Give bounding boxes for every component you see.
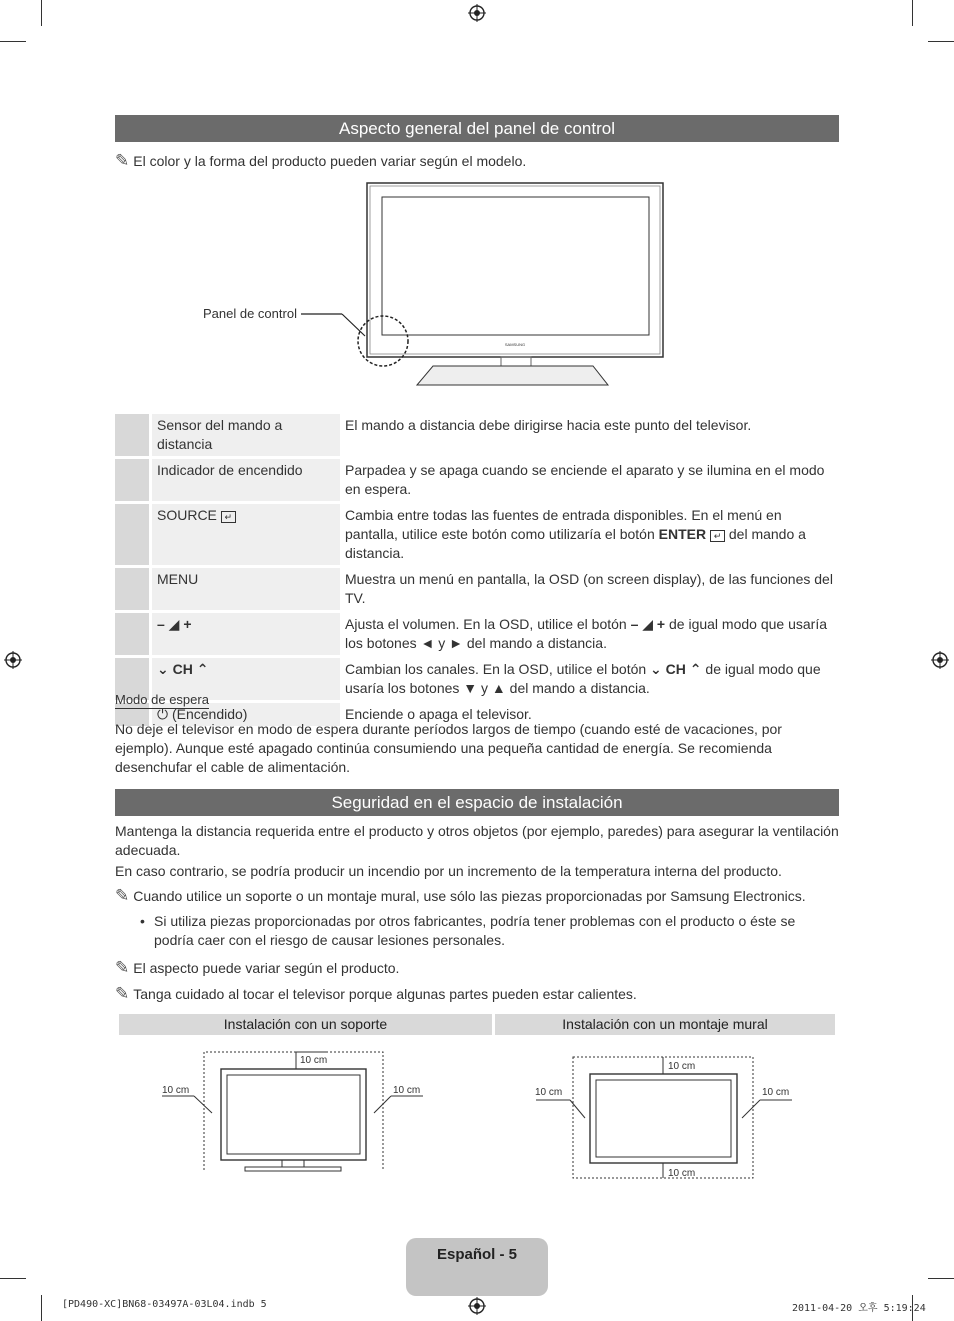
section-title-installation: Seguridad en el espacio de instalación [115, 789, 839, 816]
note-pencil-icon: ✎ [115, 886, 130, 905]
table-row [115, 459, 839, 501]
print-date-slug: 2011-04-20 오후 5:19:24 [792, 1303, 926, 1314]
crop-mark [0, 41, 26, 42]
tv-front-illustration [195, 178, 675, 393]
standby-heading: Modo de espera [115, 692, 209, 707]
power-icon: ⏻ [157, 706, 169, 722]
registration-mark-icon [931, 651, 949, 669]
wall-clearance-diagram [530, 1050, 800, 1185]
table-row [115, 568, 839, 610]
control-name: SOURCE ↵ [149, 504, 340, 565]
control-desc: Muestra un menú en pantalla, la OSD (on screen display), de las funciones del TV. [340, 568, 839, 610]
install-paragraph: En caso contrario, se podría producir un incendio por un incremento de la temperatura interna del producto. [115, 863, 782, 879]
crop-mark [41, 0, 42, 26]
bullet-icon: • [140, 913, 145, 929]
registration-mark-icon [4, 651, 22, 669]
standby-text: No deje el televisor en modo de espera durante períodos largos de tiempo (cuando esté de vacaciones, por ejemplo). Aunque esté apagado continúa consumiendo una pequeña cantidad de energía. Se recomienda desenchufar el cable de alimentación. [115, 721, 782, 775]
control-panel-table [115, 411, 839, 729]
control-desc: Enciende o apaga el televisor. [340, 703, 839, 726]
install-paragraph: Mantenga la distancia requerida entre el producto y otros objetos (por ejemplo, paredes) para asegurar la ventilación adecuada. [115, 823, 839, 858]
clearance-label: 10 cm [300, 1055, 328, 1066]
callout-control-panel: Panel de control [203, 306, 297, 321]
registration-mark-icon [468, 4, 486, 22]
note-pencil-icon: ✎ [115, 151, 130, 170]
control-name: Sensor del mando a distancia [149, 414, 340, 456]
table-row [115, 504, 839, 565]
clearance-label: 10 cm [668, 1061, 696, 1072]
tv-brand-logo: SAMSUNG [504, 342, 526, 347]
chevron-up-icon: ⌃ [196, 661, 209, 677]
table-row [115, 658, 839, 700]
note-pencil-icon: ✎ [115, 958, 130, 977]
note-appearance: ✎ El aspecto puede variar según el producto. [115, 958, 400, 977]
control-name: ⏻ (Encendido) [149, 703, 340, 726]
page-number-tab: Español - 5 [406, 1238, 548, 1296]
crop-mark [928, 41, 954, 42]
control-desc: Cambian los canales. En la OSD, utilice el botón ⌄ CH ⌃ de igual modo que usaría los botones ▼ y ▲ del mando a distancia. [340, 658, 839, 700]
note-pencil-icon: ✎ [115, 984, 130, 1003]
clearance-label: 10 cm [162, 1085, 190, 1096]
crop-mark [0, 1278, 26, 1279]
clearance-label: 10 cm [762, 1087, 790, 1098]
registration-mark-icon [468, 1297, 486, 1315]
section-title-control-panel: Aspecto general del panel de control [115, 115, 839, 142]
chevron-down-icon: ⌄ [157, 661, 169, 677]
volume-icon: – ◢ + [630, 616, 666, 632]
volume-icon: – ◢ + [149, 613, 340, 655]
source-icon: ↵ [221, 511, 236, 523]
stand-clearance-diagram [150, 1045, 440, 1175]
table-row [115, 414, 839, 456]
control-name: MENU [149, 568, 340, 610]
chevron-up-icon: ⌃ [689, 661, 702, 677]
stand-install-title: Instalación con un soporte [119, 1014, 492, 1035]
clearance-label: 10 cm [668, 1168, 696, 1179]
print-file-slug: [PD490-XC]BN68-03497A-03L04.indb 5 [62, 1299, 267, 1310]
control-desc: Cambia entre todas las fuentes de entrada disponibles. En el menú en pantalla, utilice este botón como utilizaría el botón ENTER ↵ del mando a distancia. [340, 504, 839, 565]
control-name: Indicador de encendido [149, 459, 340, 501]
wall-install-title: Instalación con un montaje mural [495, 1014, 835, 1035]
control-desc: Parpadea y se apaga cuando se enciende el aparato y se ilumina en el modo en espera. [340, 459, 839, 501]
crop-mark [928, 1278, 954, 1279]
control-desc: El mando a distancia debe dirigirse hacia este punto del televisor. [340, 414, 839, 456]
note-color-shape: ✎ El color y la forma del producto pueden variar según el modelo. [115, 151, 527, 170]
channel-control: ⌄ CH ⌃ [149, 658, 340, 700]
table-row [115, 613, 839, 655]
crop-mark [41, 1295, 42, 1321]
clearance-label: 10 cm [393, 1085, 421, 1096]
chevron-down-icon: ⌄ [650, 661, 662, 677]
control-desc: Ajusta el volumen. En la OSD, utilice el botón – ◢ + de igual modo que usaría los botones ◄ y ► del mando a distancia. [340, 613, 839, 655]
crop-mark [912, 0, 913, 26]
note-hot-parts: ✎ Tanga cuidado al tocar el televisor porque algunas partes pueden estar calientes. [115, 984, 637, 1003]
bullet-item: • Si utiliza piezas proporcionadas por otros fabricantes, podría tener problemas con el producto o éste se podría caer con el riesgo de causar lesiones personales. [140, 913, 796, 948]
enter-icon: ↵ [710, 530, 725, 542]
note-samsung-parts: ✎ Cuando utilice un soporte o un montaje mural, use sólo las piezas proporcionadas por Samsung Electronics. [115, 886, 806, 905]
clearance-label: 10 cm [535, 1087, 563, 1098]
